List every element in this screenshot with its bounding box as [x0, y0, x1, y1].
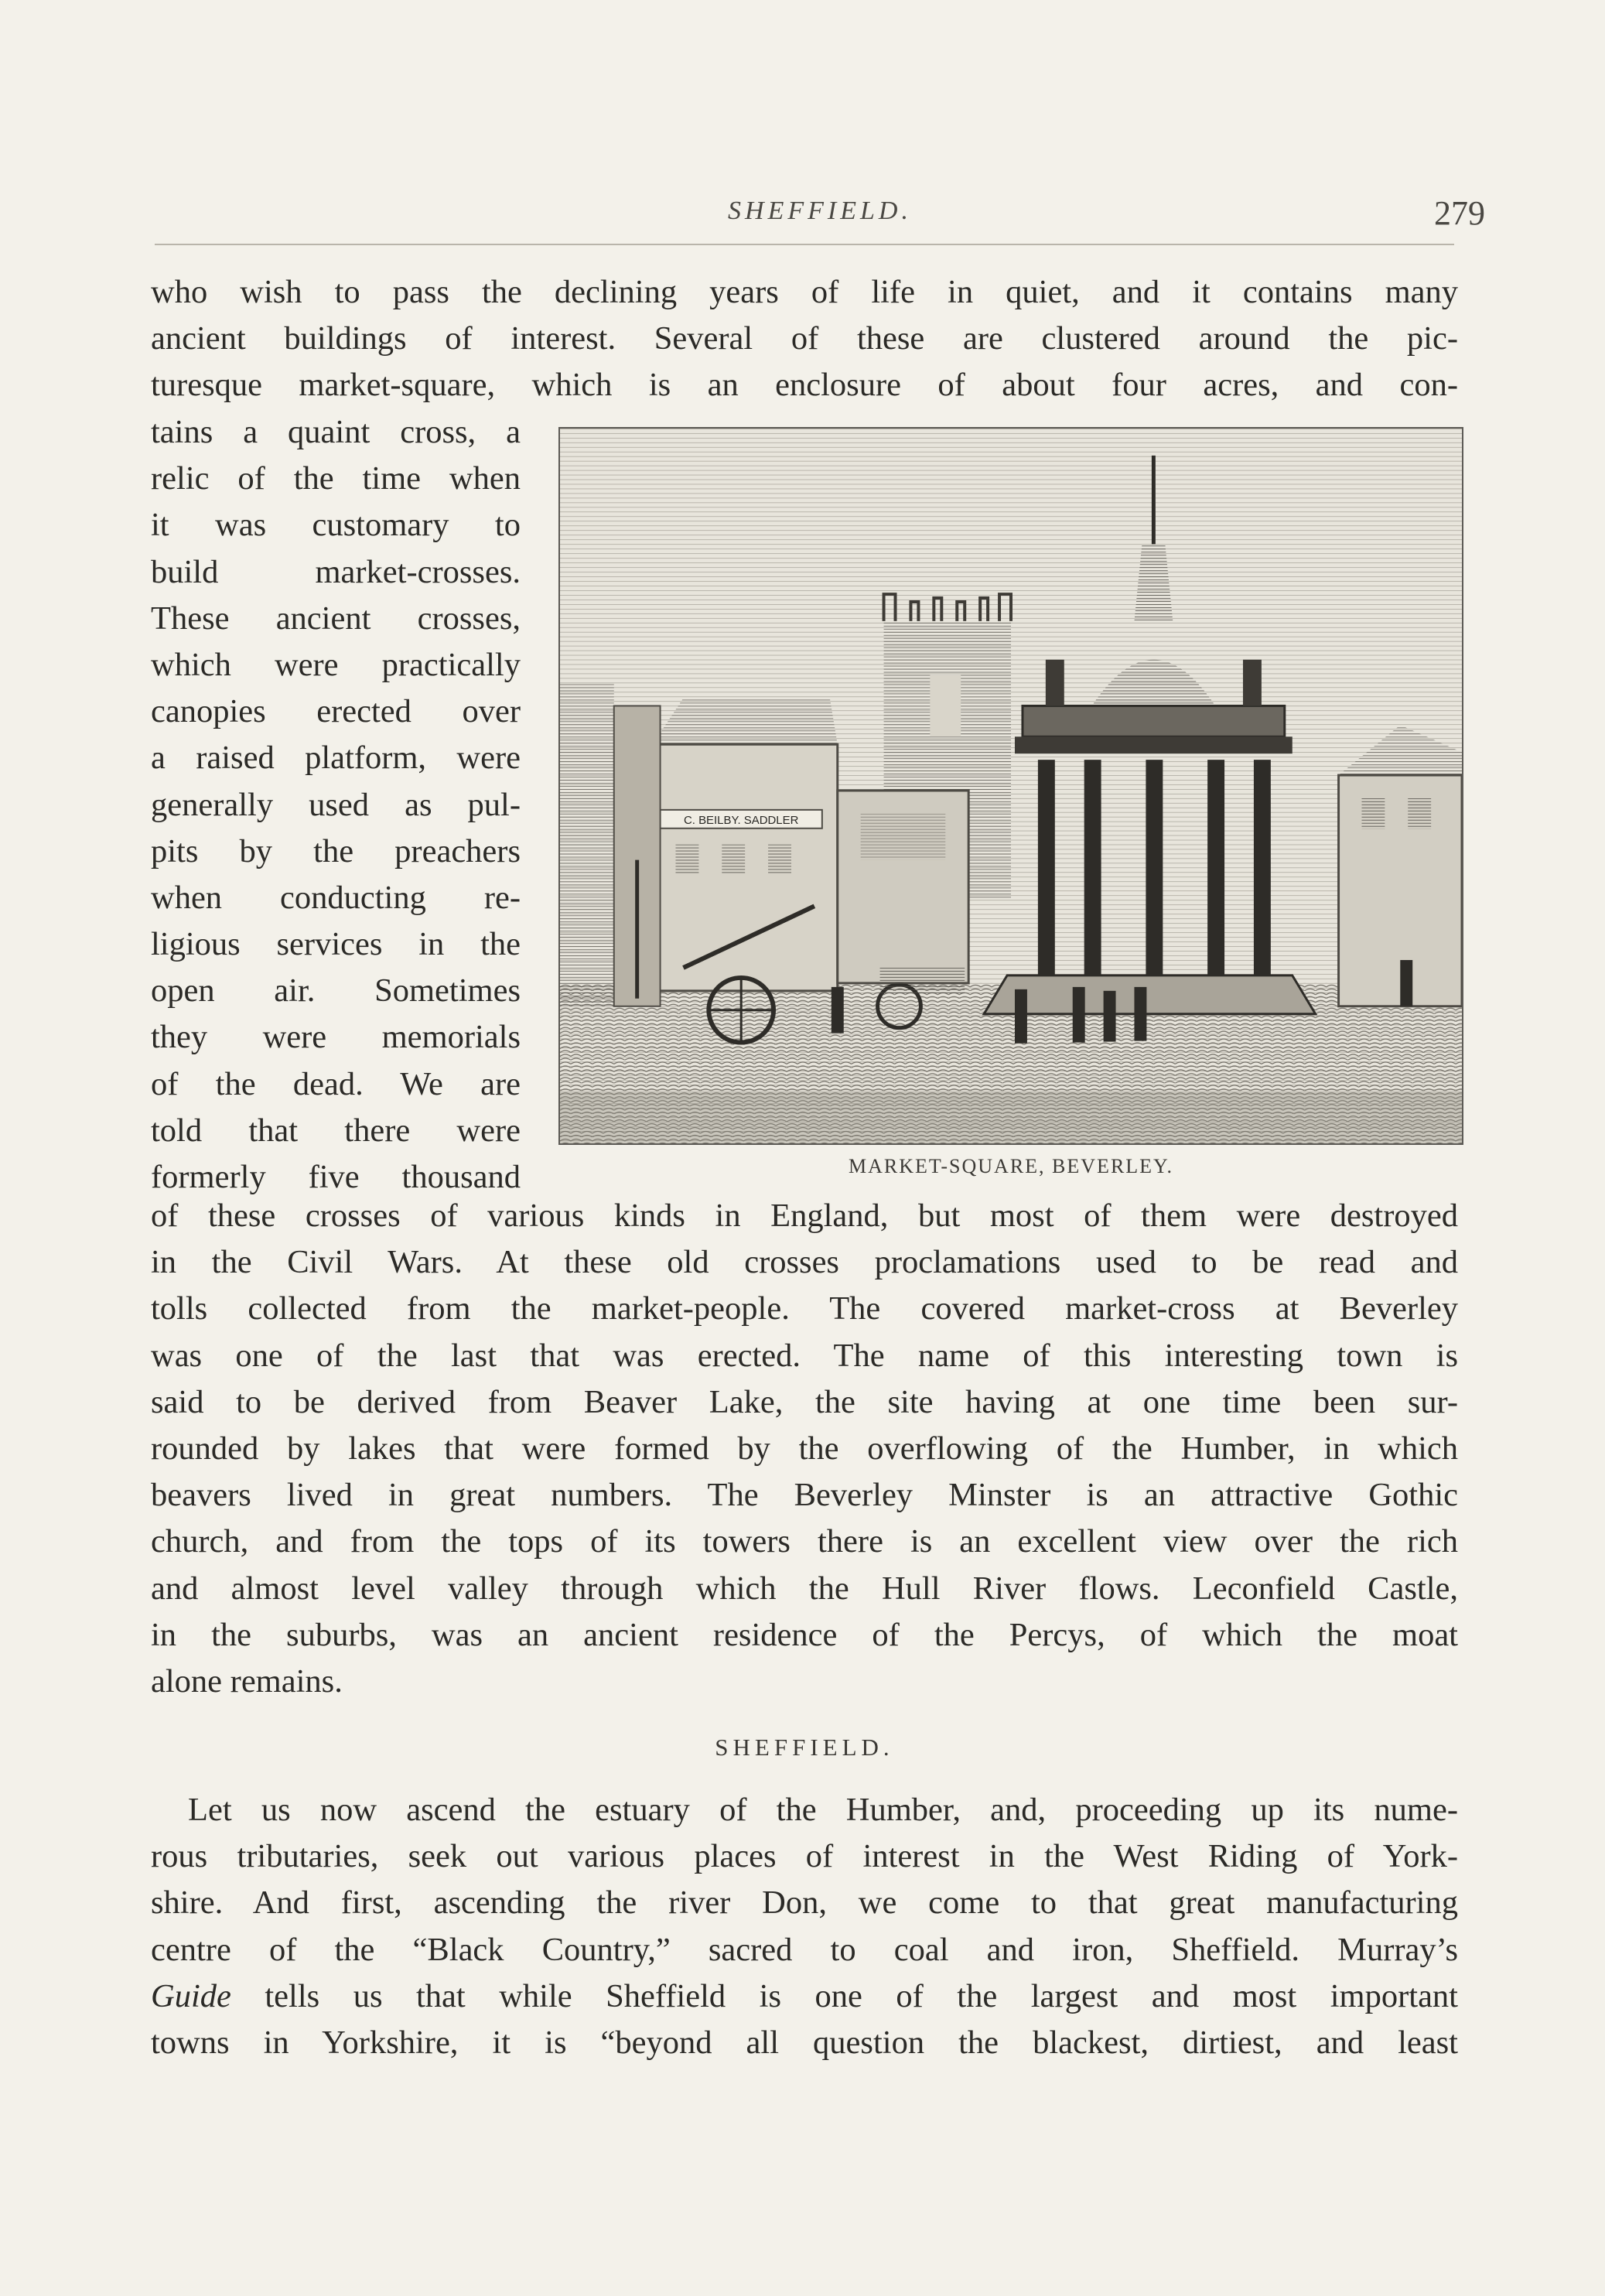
text-line: generally used as pul-: [151, 786, 521, 823]
text-line: Let us now ascend the estuary of the Humber, and, proceeding up its nume-: [188, 1792, 1458, 1828]
text-line: it was customary to: [151, 507, 521, 544]
text-line: centre of the “Black Country,” sacred to coal and iron, Sheffield. Murray’s: [151, 1931, 1458, 1968]
text-line: was one of the last that was erected. The name of this interesting town is: [151, 1337, 1458, 1374]
market-square-engraving: [558, 427, 1463, 1145]
text-line: in the suburbs, was an ancient residence of the Percys, of which the moat: [151, 1616, 1458, 1653]
section-paragraph: [151, 1787, 1458, 2066]
text-line: of the dead. We are: [151, 1065, 521, 1102]
running-title: SHEFFIELD.: [728, 196, 912, 225]
page-number: 279: [1434, 194, 1485, 232]
text-line: alone remains.: [151, 1662, 343, 1700]
text-line: pits by the preachers: [151, 832, 521, 870]
guide-italic-word: Guide: [151, 1977, 231, 2014]
text-line: ligious services in the: [151, 926, 521, 963]
text-line: These ancient crosses,: [151, 600, 521, 637]
text-line: in the Civil Wars. At these old crosses proclamations used to be read and: [151, 1244, 1458, 1281]
text-line: when conducting re-: [151, 879, 521, 916]
intro-paragraph: [151, 269, 1458, 409]
text-line: shire. And first, ascending the river Don, we come to that great manufacturing: [151, 1884, 1458, 1922]
text-line: they were memorials: [151, 1019, 521, 1056]
text-line: open air. Sometimes: [151, 972, 521, 1010]
text-line: of these crosses of various kinds in England, but most of them were destroyed: [151, 1198, 1458, 1234]
text-line: who wish to pass the declining years of life in quiet, and it contains many: [151, 274, 1458, 310]
text-line: told that there were: [151, 1112, 521, 1149]
shop-sign-text: C. BEILBY. SADDLER: [683, 813, 799, 827]
text-line: formerly five thousand: [151, 1159, 521, 1195]
text-line: ancient buildings of interest. Several of these are clustered around the pic-: [151, 320, 1458, 357]
main-paragraph: [151, 1193, 1458, 1705]
text-line: rounded by lakes that were formed by the overflowing of the Humber, in which: [151, 1430, 1458, 1467]
section-heading: SHEFFIELD.: [715, 1734, 894, 1761]
text-line: tolls collected from the market-people. The covered market-cross at Beverley: [151, 1290, 1458, 1327]
text-line: beavers lived in great numbers. The Beverley Minster is an attractive Gothic: [151, 1477, 1458, 1514]
text-line: build market-crosses.: [151, 553, 521, 590]
guide-line-rest: tells us that while Sheffield is one of the largest and most important: [231, 1977, 1458, 2014]
text-line: rous tributaries, seek out various places of interest in the West Riding of York-: [151, 1838, 1458, 1875]
text-line: canopies erected over: [151, 693, 521, 730]
header-rule: [155, 244, 1454, 245]
text-line: [151, 1973, 1458, 2020]
page-header: [155, 192, 1485, 238]
text-line: a raised platform, were: [151, 740, 521, 777]
text-line: relic of the time when: [151, 460, 521, 497]
wrapped-text-column: [151, 409, 521, 1201]
text-line: tains a quaint cross, a: [151, 414, 521, 450]
illustration-caption: MARKET-SQUARE, BEVERLEY.: [849, 1155, 1173, 1177]
text-line: and almost level valley through which the Hull River flows. Leconfield Castle,: [151, 1570, 1458, 1607]
text-line: said to be derived from Beaver Lake, the site having at one time been sur-: [151, 1383, 1458, 1420]
text-line: church, and from the tops of its towers there is an excellent view over the rich: [151, 1523, 1458, 1560]
text-line: towns in Yorkshire, it is “beyond all question the blackest, dirtiest, and least: [151, 2024, 1458, 2061]
text-line: which were practically: [151, 646, 521, 683]
text-line: turesque market-square, which is an enclosure of about four acres, and con-: [151, 367, 1458, 404]
